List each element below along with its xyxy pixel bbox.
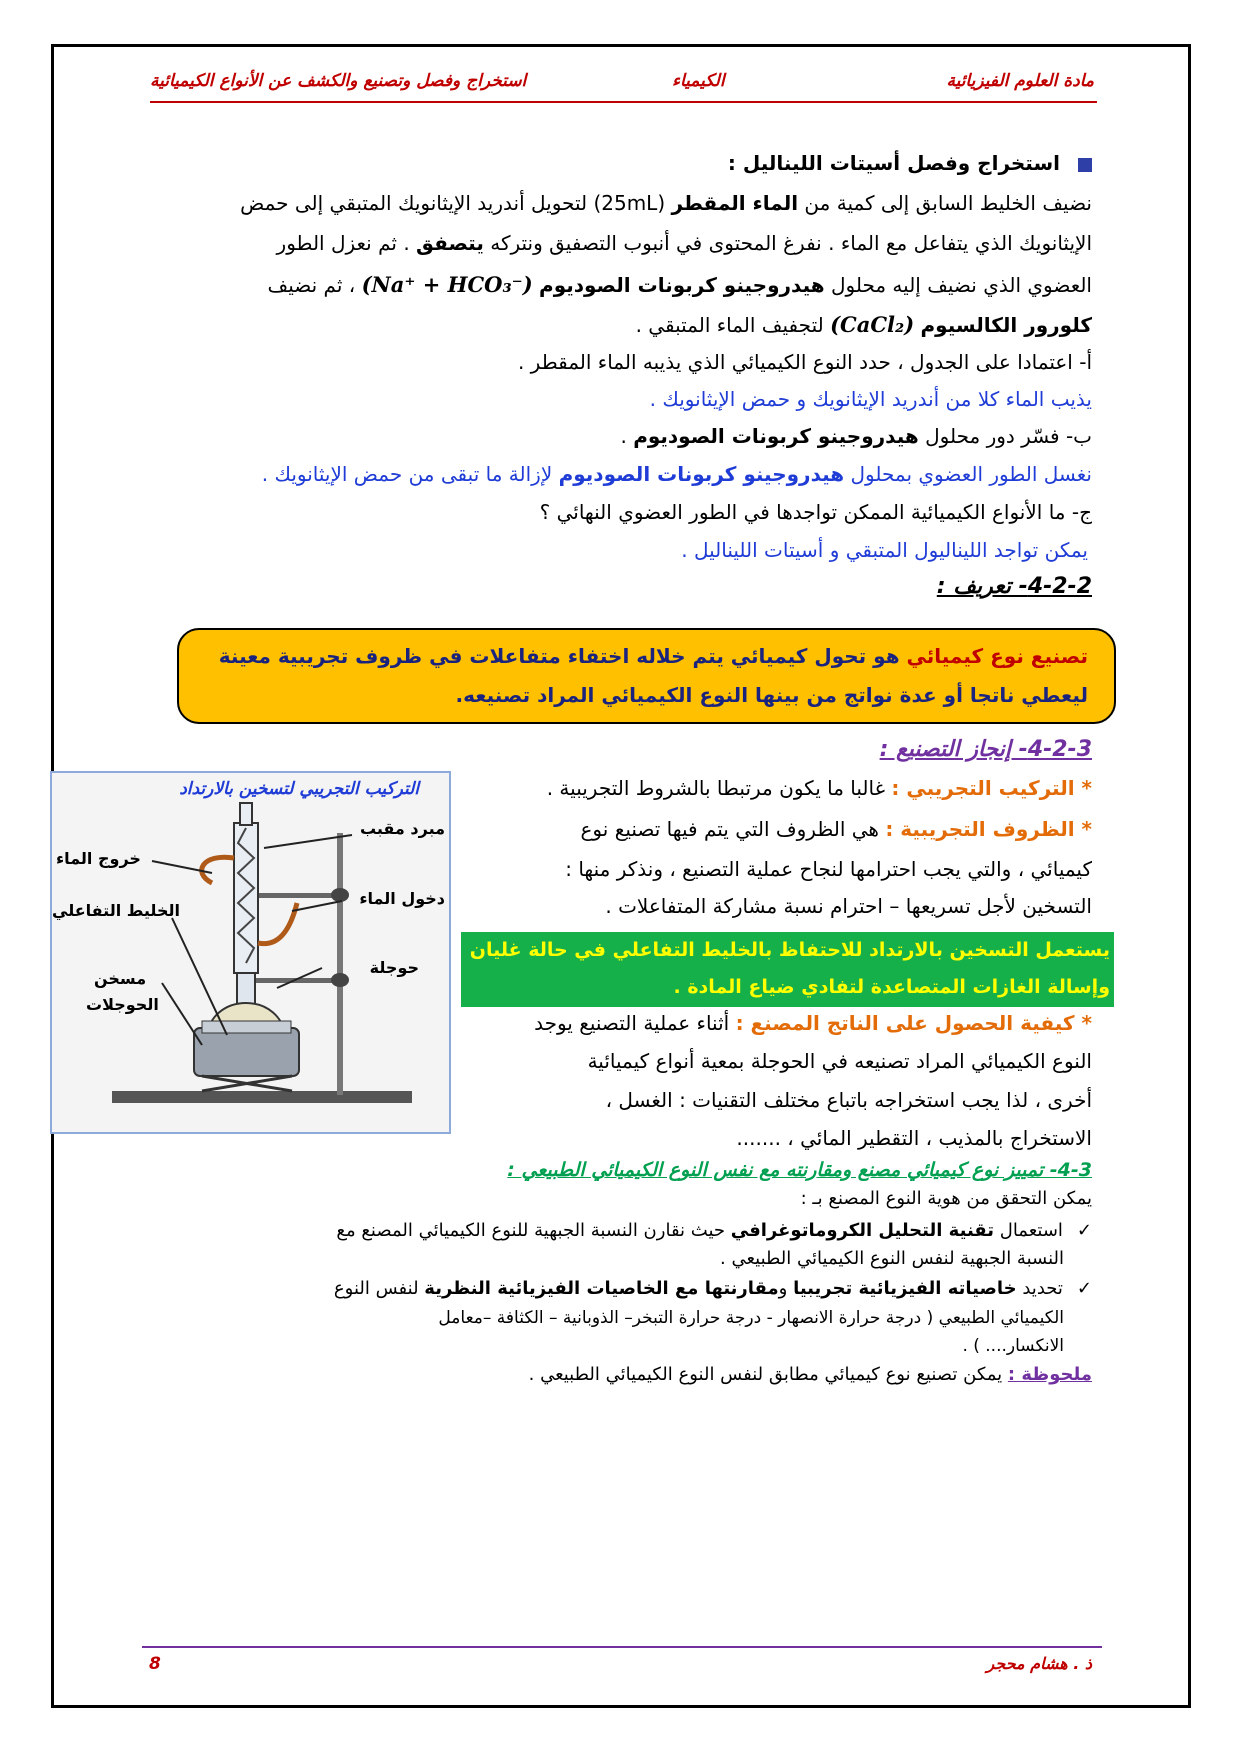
conditions-line2: كيميائي ، والتي يجب احترامها لنجاح عملية التصنيع ، ونذكر منها :: [565, 857, 1092, 881]
question-c: ج- ما الأنواع الكيميائية الممكن تواجدها في الطور العضوي النهائي ؟: [539, 500, 1092, 524]
answer-a: يذيب الماء كلا من أندريد الإيثانويك و حمض الإيثانويك .: [649, 387, 1092, 411]
label-flask: حوجلة: [369, 958, 419, 977]
definition-line1: تصنيع نوع كيميائي هو تحول كيميائي يتم خلاله اختفاء متفاعلات في ظروف تجريبية معينة: [218, 644, 1088, 668]
comparison-heading: 4-3- تمييز نوع كيميائي مصنع ومقارنته مع نفس النوع الكيميائي الطبيعي :: [507, 1159, 1092, 1181]
reflux-note-line2: وإسالة الغازات المتصاعدة لتفادي ضياع المادة .: [673, 976, 1110, 998]
label-condenser: مبرد مقبب: [359, 819, 445, 838]
label-water-in: دخول الماء: [359, 889, 445, 908]
checkmark-icon: ✓: [1076, 1278, 1092, 1299]
setup-line: * التركيب التجريبي : غالبا ما يكون مرتبطا بالشروط التجريبية .: [546, 776, 1092, 800]
header-unit: استخراج وفصل وتصنيع والكشف عن الأنواع الكيميائية: [150, 71, 527, 91]
reflux-note-line1: يستعمل التسخين بالارتداد للاحتفاظ بالخليط التفاعلي في حالة غليان: [469, 939, 1110, 961]
stand-rod: [337, 833, 343, 1095]
definition-line2: ليعطي ناتجا أو عدة نواتج من بينها النوع الكيميائي المراد تصنيعه.: [455, 683, 1088, 707]
bullet-properties-line3: الانكسار.... ) .: [962, 1336, 1064, 1356]
checkmark-icon: ✓: [1076, 1220, 1092, 1241]
bullet-properties-line2: الكيميائي الطبيعي ( درجة حرارة الانصهار - درجة حرارة التبخر– الذوبانية – الكثافة –معامل: [438, 1308, 1064, 1328]
header-divider: [150, 101, 1097, 103]
answer-c: يمكن تواجد الليناليول المتبقي و أسيتات الليناليل .: [681, 538, 1088, 562]
label-heater-1: مسخن: [94, 969, 147, 988]
bullet-properties-line1: ✓تحديد خاصياته الفيزيائية تجريبيا ومقارنتها مع الخاصيات الفيزيائية النظرية لنفس النوع: [333, 1278, 1092, 1299]
comparison-intro: يمكن التحقق من هوية النوع المصنع بـ :: [800, 1188, 1092, 1209]
square-bullet-icon: [1078, 158, 1092, 172]
footer-divider: [142, 1646, 1102, 1648]
extraction-para-line4: كلورور الكالسيوم (CaCl₂) لتجفيف الماء المتبقي .: [635, 312, 1092, 337]
synthesis-heading: 4-2-3- إنجاز التصنيع :: [879, 737, 1092, 762]
page-number: 8: [149, 1654, 161, 1674]
footer-author: ذ . هشام محجر: [986, 1654, 1092, 1673]
product-line3: أخرى ، لذا يجب استخراجه باتباع مختلف التقنيات : الغسل ،: [605, 1088, 1092, 1112]
product-line1: * كيفية الحصول على الناتج المصنع : أثناء عملية التصنيع يوجد: [534, 1011, 1092, 1035]
question-b: ب- فسّر دور محلول هيدروجينو كربونات الصوديوم .: [620, 424, 1092, 448]
definition-heading: 4-2-2- تعريف :: [936, 574, 1092, 599]
extraction-para-line2: الإيثانويك الذي يتفاعل مع الماء . نفرغ المحتوى في أنبوب التصفيق ونتركه يتصفق . ثم نعزل الطور: [276, 231, 1092, 255]
header-domain: الكيمياء: [672, 71, 725, 91]
product-line2: النوع الكيميائي المراد تصنيعه في الحوجلة بمعية أنواع كيميائية: [587, 1049, 1092, 1073]
condenser: [234, 823, 258, 973]
label-mixture: الخليط التفاعلي: [52, 901, 180, 920]
extraction-title: استخراج وفصل أسيتات الليناليل :: [728, 151, 1092, 175]
bullet-chromatography-line1: ✓استعمال تقنية التحليل الكروماتوغرافي حيث نقارن النسبة الجبهية للنوع الكيميائي المصنع مع: [336, 1220, 1092, 1241]
question-a: أ- اعتمادا على الجدول ، حدد النوع الكيميائي الذي يذيبه الماء المقطر .: [517, 350, 1092, 374]
product-line4: الاستخراج بالمذيب ، التقطير المائي ، .......: [736, 1126, 1092, 1150]
conditions-line1: * الظروف التجريبية : هي الظروف التي يتم فيها تصنيع نوع: [580, 817, 1092, 841]
formula-calcium-chloride: (CaCl₂): [830, 312, 915, 337]
bullet-chromatography-line2: النسبة الجبهية لنفس النوع الكيميائي الطبيعي .: [720, 1248, 1064, 1269]
answer-b: نغسل الطور العضوي بمحلول هيدروجينو كربونات الصوديوم لإزالة ما تبقى من حمض الإيثانويك .: [261, 462, 1092, 486]
figure-title: التركيب التجريبي لتسخين بالارتداد: [179, 779, 419, 799]
extraction-para-line3: العضوي الذي نضيف إليه محلول هيدروجينو كربونات الصوديوم (Na⁺ + HCO₃⁻) ، ثم نضيف: [267, 272, 1092, 297]
formula-sodium-bicarbonate: (Na⁺ + HCO₃⁻): [361, 272, 533, 297]
stand-base: [112, 1091, 412, 1103]
header-subject: مادة العلوم الفيزيائية: [946, 71, 1094, 91]
extraction-para-line1: نضيف الخليط السابق إلى كمية من الماء المقطر (25mL) لتحويل أندريد الإيثانويك المتبقي إلى حمض: [240, 191, 1092, 215]
heating-mantle: [194, 1028, 299, 1076]
label-heater-2: الحوجلات: [86, 995, 159, 1014]
label-water-out: خروج الماء: [56, 849, 141, 868]
conditions-line3: التسخين لأجل تسريعها – احترام نسبة مشاركة المتفاعلات .: [605, 894, 1092, 918]
note-line: ملحوظة : يمكن تصنيع نوع كيميائي مطابق لنفس النوع الكيميائي الطبيعي .: [528, 1364, 1092, 1385]
reflux-setup-figure: [50, 771, 451, 1134]
